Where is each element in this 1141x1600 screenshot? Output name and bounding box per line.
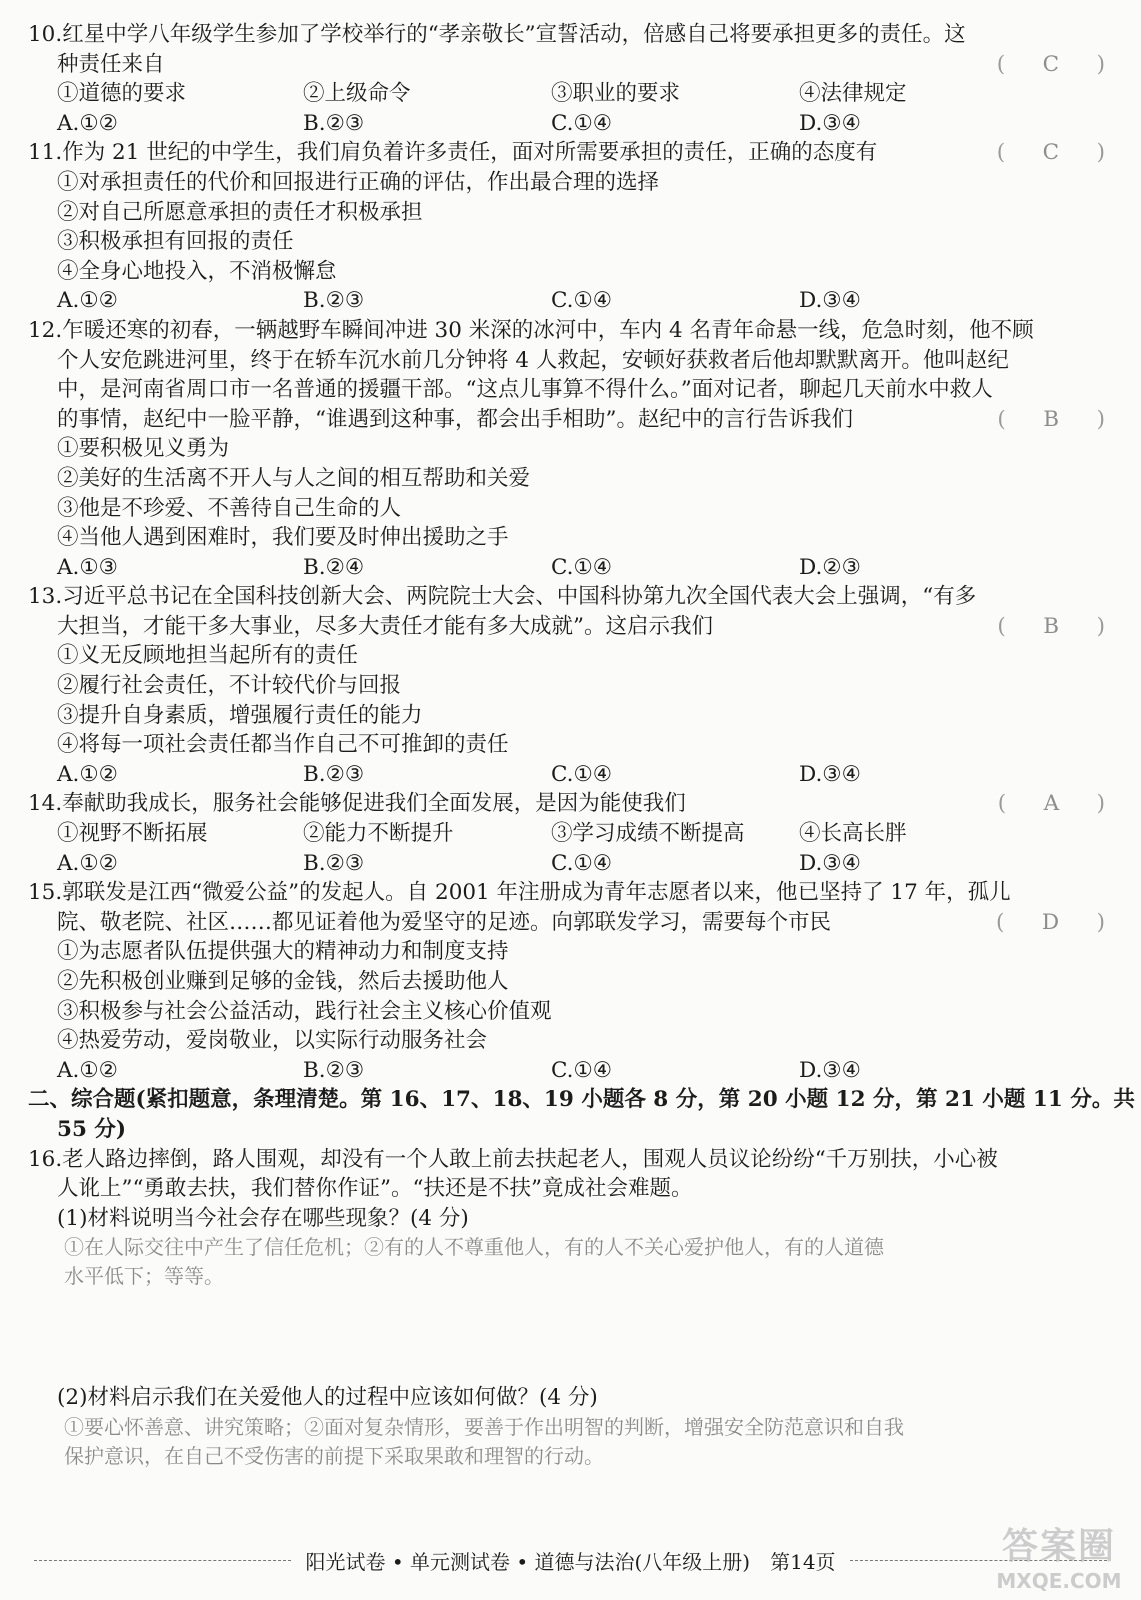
option: D.③④ [799, 110, 861, 136]
section-heading [28, 1085, 1135, 1144]
option-row [28, 553, 1113, 583]
option: C.①④ [551, 1057, 613, 1083]
answer-bracket: ( B ) [997, 613, 1113, 639]
option-row [28, 109, 1113, 139]
statement: ③他是不珍爱、不善待自己生命的人 [57, 495, 402, 521]
option: A.①③ [57, 554, 118, 580]
watermark-url: MXQE.COM [996, 1569, 1122, 1593]
statement-row [28, 79, 1113, 109]
question-stem: 11.作为 21 世纪的中学生，我们肩负着许多责任，面对所需要承担的责任，正确的态度有 ( C ) [28, 138, 1113, 168]
option: A.①② [57, 110, 118, 136]
answer-text: ①要心怀善意、讲究策略；②面对复杂情形，要善于作出明智的判断，增强安全防范意识和自我 [64, 1414, 904, 1439]
option-row [28, 286, 1113, 316]
footer-rule [34, 1560, 291, 1561]
question-stem: 16.老人路边摔倒，路人围观，却没有一个人敢上前去扶起老人，围观人员议论纷纷“千万别扶，小心被 [28, 1146, 998, 1172]
statement: ③提升自身素质，增强履行责任的能力 [57, 702, 423, 728]
statement: ②美好的生活离不开人与人之间的相互帮助和关爱 [57, 465, 531, 491]
statement: ③积极参与社会公益活动，践行社会主义核心价值观 [57, 998, 552, 1024]
statement: ④将每一项社会责任都当作自己不可推卸的责任 [57, 732, 509, 758]
question-stem: 12.乍暖还寒的初春，一辆越野车瞬间冲进 30 米深的冰河中，车内 4 名青年命悬一线，危急时刻，他不顾 [28, 317, 1034, 343]
question-stem: 大担当，才能干多大事业，尽多大责任才能有多大成就”。这启示我们 ( B ) [28, 612, 1113, 642]
statement-row [28, 819, 1113, 849]
option: C.①④ [551, 850, 613, 876]
statement: ④法律规定 [799, 81, 907, 107]
exam-page [28, 20, 1135, 1471]
footer-text: 阳光试卷 • 单元测试卷 • 道德与法治(八年级上册) 第14页 [305, 1550, 836, 1574]
watermark-text: 答案圈 [1001, 1526, 1116, 1567]
statement: ④热爱劳动，爱岗敬业，以实际行动服务社会 [57, 1028, 488, 1054]
question-stem: 10.红星中学八年级学生参加了学校举行的“孝亲敬长”宣誓活动，倍感自己将要承担更多的责任。这 [28, 22, 966, 47]
option: C.①④ [551, 554, 613, 580]
option: B.②③ [303, 1057, 365, 1083]
statement: ②对自己所愿意承担的责任才积极承担 [57, 199, 423, 225]
statement: ④当他人遇到困难时，我们要及时伸出援助之手 [57, 525, 509, 551]
statement: ①为志愿者队伍提供强大的精神动力和制度支持 [57, 939, 509, 965]
answer-bracket: ( A ) [997, 791, 1113, 817]
option-row [28, 849, 1113, 879]
statement: ①对承担责任的代价和回报进行正确的评估，作出最合理的选择 [57, 169, 660, 195]
option: A.①② [57, 850, 118, 876]
question-13 [28, 582, 1113, 789]
option: A.①② [57, 288, 118, 314]
page-footer [34, 1546, 1107, 1575]
answer-text: ①在人际交往中产生了信任危机；②有的人不尊重他人，有的人不关心爱护他人，有的人道德 [64, 1235, 884, 1260]
sub-question: (1)材料说明当今社会存在哪些现象？(4 分) [57, 1205, 469, 1231]
statement: ③学习成绩不断提高 [551, 821, 745, 847]
option: B.②③ [303, 288, 365, 314]
answer-bracket: ( C ) [996, 51, 1113, 77]
answer-bracket: ( D ) [995, 909, 1113, 935]
statement: ②上级命令 [303, 81, 411, 107]
answer-text: 水平低下；等等。 [64, 1264, 224, 1289]
statement: ②先积极创业赚到足够的金钱，然后去援助他人 [57, 969, 509, 994]
question-16 [28, 1145, 1113, 1471]
option: B.②④ [303, 554, 365, 580]
option-row [28, 760, 1113, 790]
option: C.①④ [551, 761, 613, 787]
option: D.③④ [799, 1057, 861, 1083]
option: A.①② [57, 1057, 118, 1083]
statement: ①要积极见义勇为 [57, 436, 230, 462]
watermark-logo [985, 1518, 1133, 1596]
sub-question: (2)材料启示我们在关爱他人的过程中应该如何做？(4 分) [57, 1385, 598, 1411]
answer-bracket: ( C ) [996, 140, 1113, 166]
question-stem: 个人安危跳进河里，终于在轿车沉水前几分钟将 4 人救起，安顿好获救者后他却默默离开。他叫赵纪 [57, 347, 1009, 373]
answer-text: 保护意识，在自己不受伤害的前提下采取果敢和理智的行动。 [64, 1443, 604, 1468]
question-stem: 种责任来自 ( C ) [28, 50, 1113, 80]
option: D.③④ [799, 288, 861, 314]
statement: ②履行社会责任，不计较代价与回报 [57, 673, 402, 699]
statement: ①义无反顾地担当起所有的责任 [57, 643, 359, 669]
option: D.③④ [799, 850, 861, 876]
answer-bracket: ( B ) [997, 406, 1113, 432]
option: B.②③ [303, 110, 365, 136]
question-stem: 的事情，赵纪中一脸平静，“谁遇到这种事，都会出手相助”。赵纪中的言行告诉我们 ( B ) [28, 405, 1113, 435]
question-stem: 13.习近平总书记在全国科技创新大会、两院院士大会、中国科协第九次全国代表大会上强调，“有多 [28, 584, 977, 610]
option: D.③④ [799, 761, 861, 787]
question-stem: 人讹上”“勇敢去扶，我们替你作证”。“扶还是不扶”竟成社会难题。 [57, 1176, 693, 1202]
option-row [28, 1056, 1113, 1086]
question-11 [28, 138, 1113, 316]
statement: ①道德的要求 [57, 81, 187, 107]
statement: ②能力不断提升 [303, 821, 454, 847]
question-15 [28, 878, 1113, 1085]
option: C.①④ [551, 288, 613, 314]
option: D.②③ [799, 554, 861, 580]
statement: ④长高长胖 [799, 821, 907, 847]
question-14 [28, 789, 1113, 878]
statement: ③职业的要求 [551, 81, 681, 107]
option: B.②③ [303, 850, 365, 876]
section-title: 55 分) [57, 1116, 127, 1142]
statement: ①视野不断拓展 [57, 821, 208, 847]
question-stem: 15.郭联发是江西“微爱公益”的发起人。自 2001 年注册成为青年志愿者以来，他已坚持了 17 年，孤儿 [28, 880, 1011, 906]
question-10 [28, 20, 1113, 138]
option: C.①④ [551, 110, 613, 136]
option: B.②③ [303, 761, 365, 787]
question-stem: 院、敬老院、社区……都见证着他为爱坚守的足迹。向郭联发学习，需要每个市民 ( D ) [28, 908, 1113, 938]
question-12 [28, 316, 1113, 582]
section-title: 二、综合题(紧扣题意，条理清楚。第 16、17、18、19 小题各 8 分，第 20 小题 12 分，第 21 小题 11 分。共 [28, 1087, 1135, 1113]
question-stem: 中，是河南省周口市一名普通的援疆干部。“这点儿事算不得什么。”面对记者，聊起几天前水中救人 [57, 377, 993, 403]
question-stem: 14.奉献助我成长，服务社会能够促进我们全面发展，是因为能使我们 ( A ) [28, 789, 1113, 819]
option: A.①② [57, 761, 118, 787]
statement: ③积极承担有回报的责任 [57, 229, 294, 255]
statement: ④全身心地投入，不消极懈怠 [57, 258, 337, 284]
